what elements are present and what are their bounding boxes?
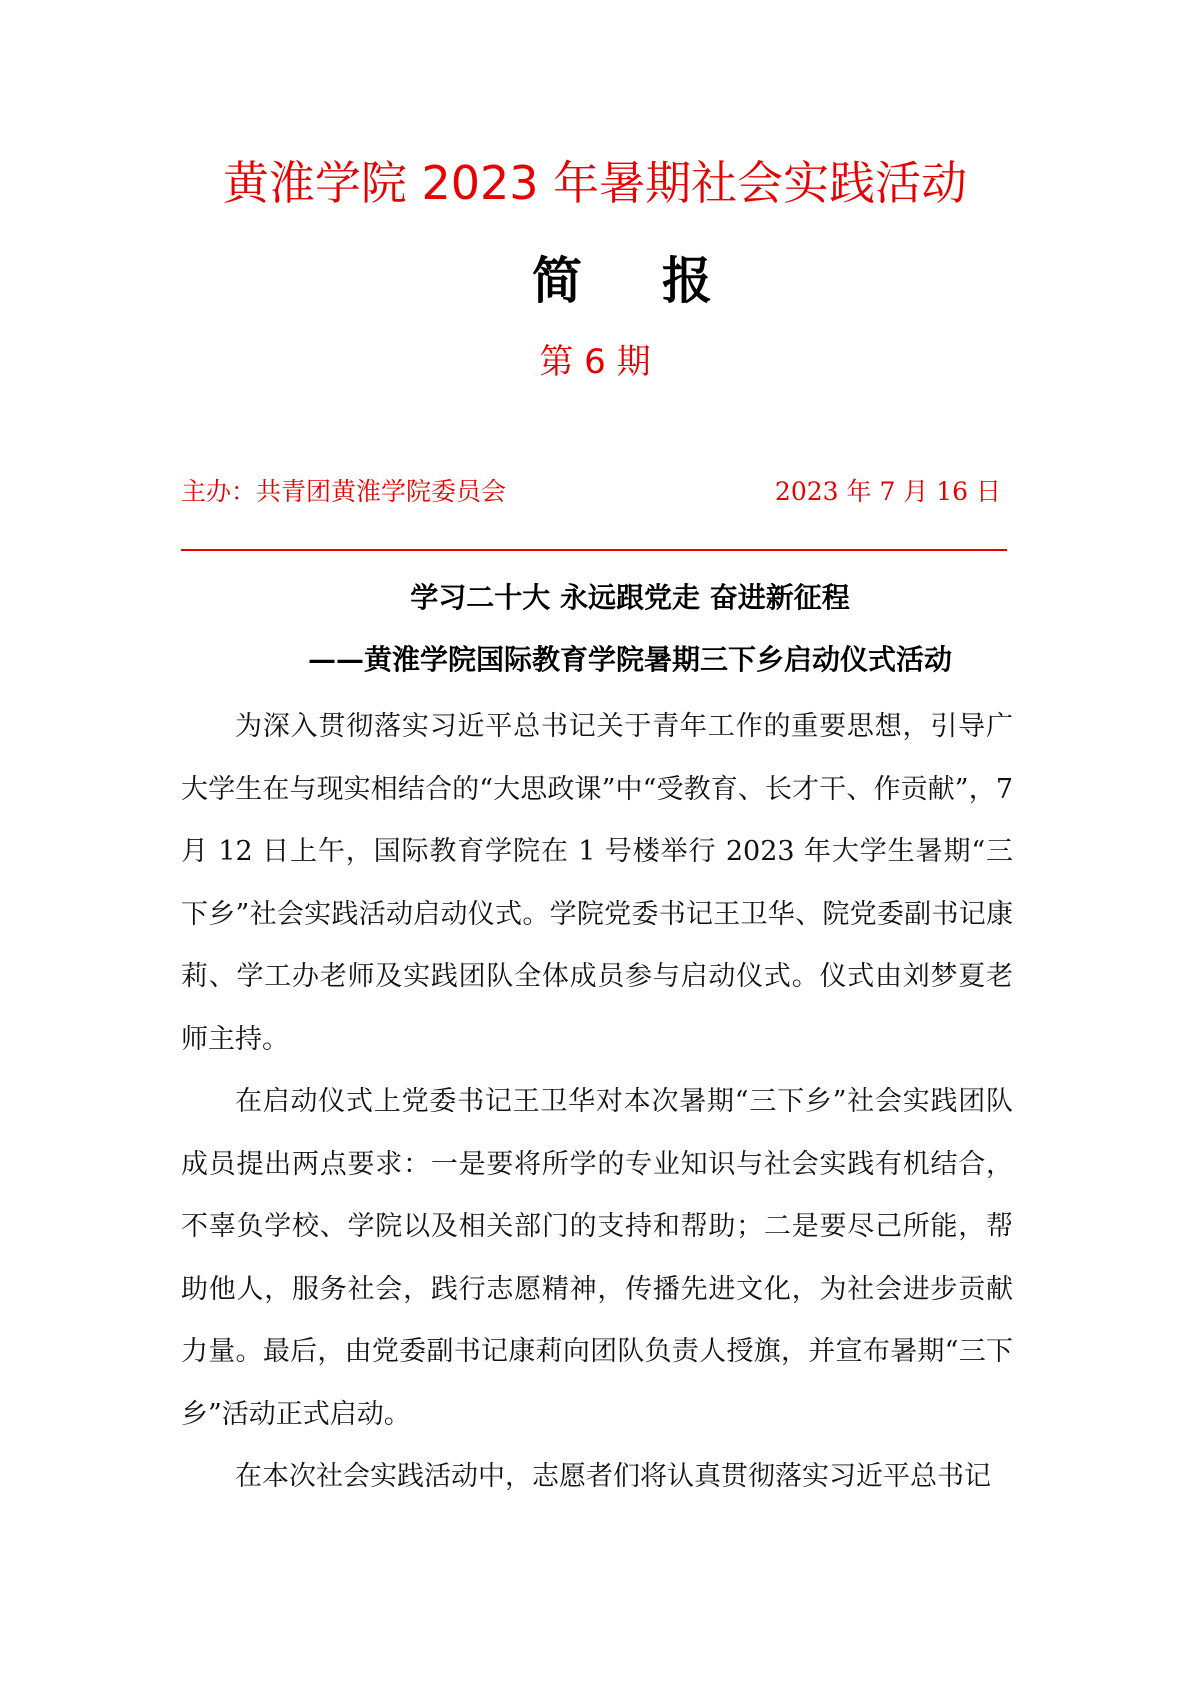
bulletin-char-bao: 报: [662, 252, 712, 310]
paragraph-3: 在本次社会实践活动中，志愿者们将认真贯彻落实习近平总书记: [235, 1461, 991, 1492]
page-title: 黄淮学院 2023 年暑期社会实践活动: [222, 156, 968, 210]
meta-row: [181, 472, 1001, 512]
paragraph-1: 为深入贯彻落实习近平总书记关于青年工作的重要思想，引导广大学生在与现实相结合的“大思政课”中“受教育、长才干、作贡献”，7 月 12 日上午，国际教育学院在 1 号楼举行 2023 年大学生暑期“三下乡”社会实践活动启动仪式。学院党委书记王卫华、院党委副书记康莉、学工办老师及实践团队全体成员参与启动仪式。仪式由刘梦夏老师主持。: [181, 711, 1013, 1055]
paragraph-2: 在启动仪式上党委书记王卫华对本次暑期“三下乡”社会实践团队成员提出两点要求：一是要将所学的专业知识与社会实践有机结合，不辜负学校、学院以及相关部门的支持和帮助；二是要尽己所能，帮助他人，服务社会，践行志愿精神，传播先进文化，为社会进步贡献力量。最后，由党委副书记康莉向团队负责人授旗，并宣布暑期“三下乡”活动正式启动。: [181, 1086, 1013, 1430]
organizer: 主办：共青团黄淮学院委员会: [181, 477, 507, 506]
article-headline: 学习二十大 永远跟党走 奋进新征程: [410, 581, 850, 614]
bulletin-char-jian: 简: [532, 252, 582, 310]
issue-date: 2023 年 7 月 16 日: [774, 477, 1001, 506]
article-subheadline: ——黄淮学院国际教育学院暑期三下乡启动仪式活动: [307, 643, 952, 676]
header-divider: [181, 549, 1007, 551]
issue-number: 第 6 期: [539, 342, 651, 382]
article-body: [181, 696, 1013, 1509]
